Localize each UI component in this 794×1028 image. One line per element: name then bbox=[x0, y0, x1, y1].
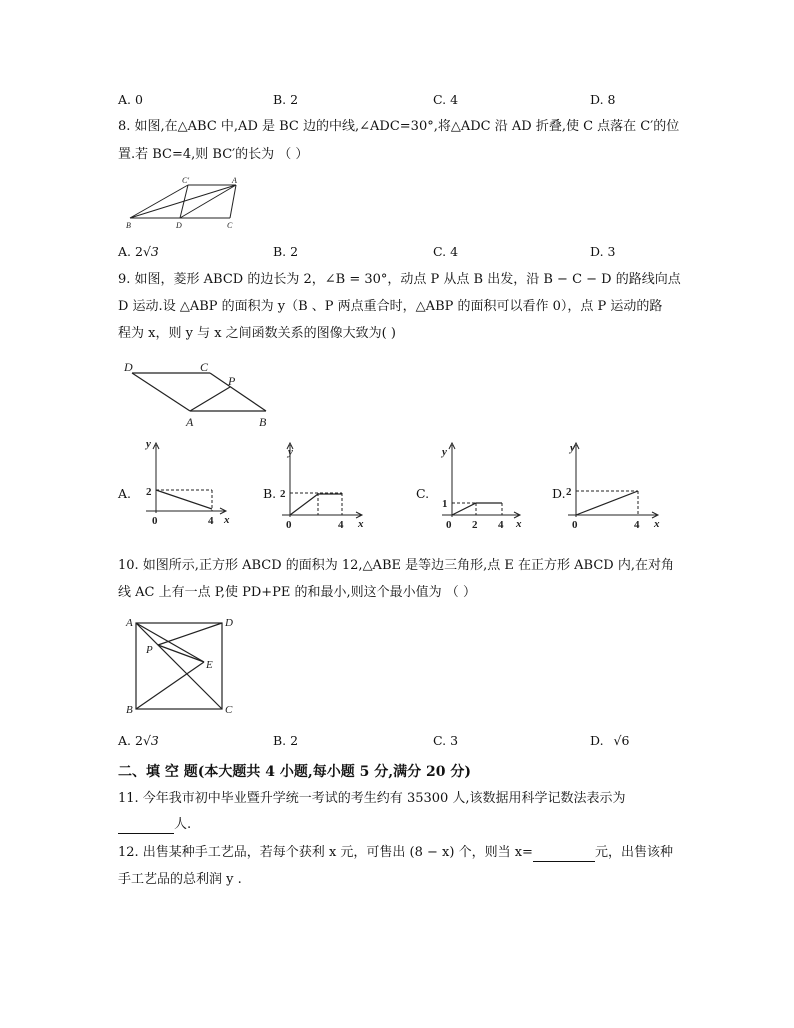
q9-graph-c-curve bbox=[452, 503, 502, 515]
q7-option-c: C. 4 bbox=[433, 92, 459, 107]
q8-label-a: A bbox=[232, 176, 237, 185]
q9-label-c: C bbox=[200, 360, 209, 374]
q9-graph-d-x-label: x bbox=[654, 518, 660, 529]
q9-graph-a-curve bbox=[156, 490, 212, 509]
q12-text-line1: 12. 出售某种手工艺品，若每个获利 x 元，可售出 (8 − x) 个，则当 x= 元，出售该种 bbox=[118, 845, 673, 860]
q9-graph-a bbox=[140, 437, 240, 529]
q9-graph-a-origin: 0 bbox=[152, 515, 158, 527]
q10-option-a-radical: √3 bbox=[142, 733, 159, 748]
q9-graph-d-tick-y2: 2 bbox=[566, 486, 572, 498]
q11-text-line1: 11. 今年我市初中毕业暨升学统一考试的考生约有 35300 人,该数据用科学记数法表示为 bbox=[118, 791, 626, 806]
q9-graph-a-tick-y2: 2 bbox=[146, 486, 152, 498]
q9-graph-c-origin: 0 bbox=[446, 519, 452, 529]
q9-rhombus-figure bbox=[118, 358, 278, 430]
q9-graph-c-tick-x4: 4 bbox=[498, 519, 504, 529]
q10-segment-ae bbox=[136, 623, 204, 662]
q8-segment-ca bbox=[230, 185, 236, 218]
q9-graph-b-y-label: y bbox=[288, 446, 293, 458]
q9-graph-d-curve bbox=[576, 491, 638, 515]
q8-option-d: D. 3 bbox=[590, 244, 616, 259]
q9-graph-a-y-label: y bbox=[146, 438, 151, 450]
q9-graph-d-origin: 0 bbox=[572, 519, 578, 529]
q9-side-ad bbox=[132, 373, 190, 411]
q9-graph-a-tick-x4: 4 bbox=[208, 515, 214, 527]
q9-graph-b-letter: B. bbox=[263, 486, 277, 501]
q12-text-line2: 手工艺品的总利润 y . bbox=[118, 872, 242, 887]
q10-square-figure bbox=[118, 612, 248, 720]
q8-segment-da bbox=[180, 185, 236, 218]
q8-text-line2: 置.若 BC=4,则 BC′的长为 （ ） bbox=[118, 147, 309, 162]
q9-label-a: A bbox=[186, 415, 194, 429]
q10-label-e: E bbox=[206, 659, 213, 671]
q9-graph-b bbox=[278, 437, 378, 529]
q9-graph-a-letter: A. bbox=[118, 486, 132, 501]
q7-option-a: A. 0 bbox=[118, 92, 143, 107]
q9-graph-c-tick-y1: 1 bbox=[442, 498, 448, 510]
q8-figure bbox=[118, 174, 253, 232]
q8-label-d: D bbox=[176, 221, 182, 230]
q8-label-c-prime: C′ bbox=[182, 176, 190, 185]
q9-graph-b-tick-x4: 4 bbox=[338, 519, 344, 529]
q10-text-line2: 线 AC 上有一点 P,使 PD+PE 的和最小,则这个最小值为 （ ） bbox=[118, 585, 476, 600]
q7-option-b: B. 2 bbox=[273, 92, 299, 107]
q9-graph-c bbox=[432, 437, 532, 529]
q9-label-d: D bbox=[124, 360, 133, 374]
q10-segment-be bbox=[136, 662, 204, 709]
q9-segment-ap bbox=[190, 387, 230, 411]
q10-label-a: A bbox=[126, 617, 133, 629]
q9-graph-b-origin: 0 bbox=[286, 519, 292, 529]
q9-text-line1: 9. 如图，菱形 ABCD 的边长为 2，∠B = 30°，动点 P 从点 B 出发，沿 B − C − D 的路线向点 bbox=[118, 272, 681, 287]
q9-graph-b-x-label: x bbox=[358, 518, 364, 529]
q10-label-c: C bbox=[225, 704, 233, 716]
q9-text-line3: 程为 x，则 y 与 x 之间函数关系的图像大致为( ) bbox=[118, 326, 396, 341]
q9-text-line2: D 运动.设 △ABP 的面积为 y（B 、P 两点重合时，△ABP 的面积可以看作 0），点 P 运动的路 bbox=[118, 299, 663, 314]
q10-label-d: D bbox=[225, 617, 233, 629]
q8-option-b: B. 2 bbox=[273, 244, 299, 259]
q10-segment-dp bbox=[158, 623, 222, 645]
q8-segment-ba bbox=[130, 185, 236, 218]
q9-graph-b-tick-y2: 2 bbox=[280, 488, 286, 500]
q8-text-line1: 8. 如图,在△ABC 中,AD 是 BC 边的中线,∠ADC=30°,将△ADC 沿 AD 折叠,使 C 点落在 C′的位 bbox=[118, 119, 680, 134]
q11-answer-blank[interactable] bbox=[118, 819, 174, 834]
q9-label-b: B bbox=[259, 415, 267, 429]
q9-graph-a-x-label: x bbox=[224, 514, 230, 526]
q9-graph-c-x-label: x bbox=[516, 518, 522, 529]
q8-segment-d-c-prime bbox=[180, 185, 188, 218]
q8-option-a: A. 2√3 bbox=[118, 244, 159, 259]
q8-segment-b-c-prime bbox=[130, 185, 188, 218]
q10-text-line1: 10. 如图所示,正方形 ABCD 的面积为 12,△ABE 是等边三角形,点 E 在正方形 ABCD 内,在对角 bbox=[118, 558, 674, 573]
q10-segment-pe bbox=[158, 645, 204, 662]
q8-option-a-radical: √3 bbox=[142, 244, 159, 259]
q8-option-c: C. 4 bbox=[433, 244, 459, 259]
q8-label-b: B bbox=[126, 221, 131, 230]
q9-graph-d-tick-x4: 4 bbox=[634, 519, 640, 529]
q10-option-b: B. 2 bbox=[273, 733, 299, 748]
q10-option-a: A. 2√3 bbox=[118, 733, 159, 748]
q9-graph-c-tick-x2: 2 bbox=[472, 519, 478, 529]
q12-answer-blank[interactable] bbox=[533, 847, 595, 862]
q9-graph-c-y-label: y bbox=[442, 446, 447, 458]
q9-graph-d-y-label: y bbox=[570, 442, 575, 454]
q9-graph-d-letter: D. bbox=[552, 486, 566, 501]
q11-answer-line: 人. bbox=[118, 816, 191, 834]
q9-label-p: P bbox=[228, 374, 236, 388]
q10-label-b: B bbox=[126, 704, 133, 716]
q9-graph-c-letter: C. bbox=[416, 486, 430, 501]
q10-label-p: P bbox=[146, 644, 153, 656]
q10-option-d: D. √6 bbox=[590, 733, 630, 748]
q7-option-d: D. 8 bbox=[590, 92, 616, 107]
q9-graph-d bbox=[560, 437, 670, 529]
q10-option-d-radical: √6 bbox=[613, 733, 630, 748]
section-2-heading: 二、填 空 题(本大题共 4 小题,每小题 5 分,满分 20 分) bbox=[118, 764, 471, 780]
q10-option-c: C. 3 bbox=[433, 733, 459, 748]
q9-graph-b-curve bbox=[290, 494, 342, 515]
q8-label-c: C bbox=[227, 221, 233, 230]
q9-side-cb bbox=[210, 373, 266, 411]
